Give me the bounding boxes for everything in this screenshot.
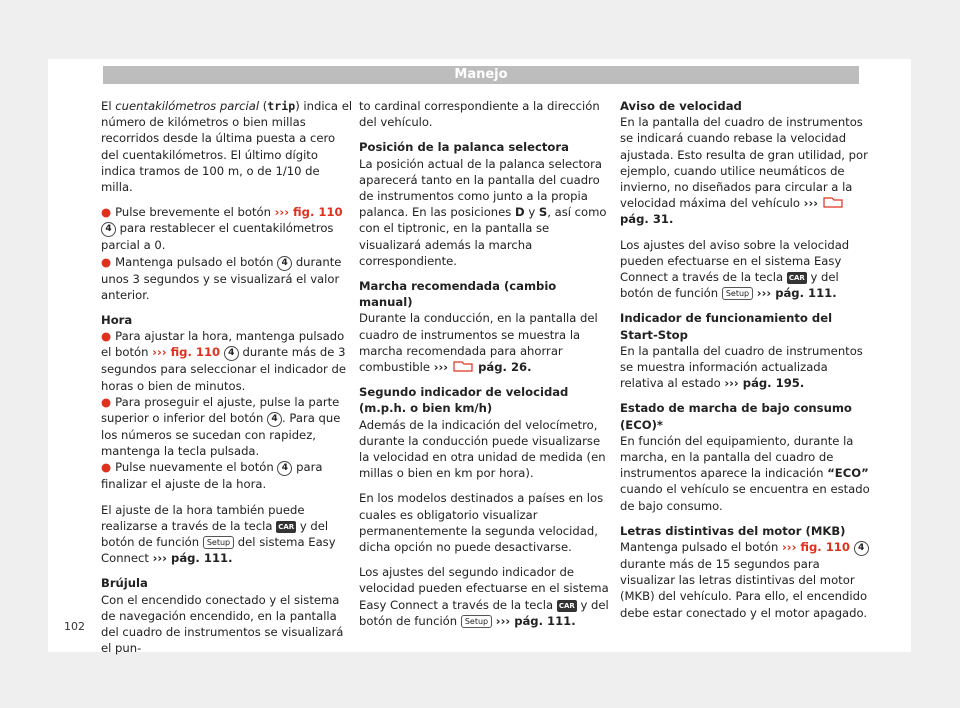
paragraph-hora-easy-connect: El ajuste de la hora también puede realizarse a través de la tecla CAR y del botón de función Setup del sistema Easy Connect ››› pág. 111. bbox=[101, 502, 336, 566]
paragraph-segundo-2: En los modelos destinados a países en los cuales es obligatorio visualizar permanentemente la segunda velocidad, dicha opción no puede desactivarse. bbox=[359, 491, 604, 555]
bullet-icon: ● bbox=[101, 460, 112, 475]
book-reference-icon bbox=[822, 197, 844, 208]
cross-reference-link[interactable]: ››› fig. 110 bbox=[782, 540, 850, 555]
paragraph-segundo-1: Además de la indicación del velocímetro, durante la conducción puede visualizarse la velocidad en otra unidad de medida (en millas o bien en km por hora). bbox=[359, 417, 606, 481]
heading-mkb: Letras distintivas del motor (MKB) bbox=[620, 523, 846, 538]
cross-reference-link[interactable]: ››› fig. 110 bbox=[152, 345, 221, 360]
paragraph-palanca: La posición actual de la palanca selectora aparecerá tanto en la pantalla del cuadro de instrumentos como junto a la propia palanca. En las posiciones D y S, así como con el tiptronic, en la pantalla se visualizará además la marcha correspondiente. bbox=[359, 156, 607, 268]
page-reference[interactable]: ››› pág. 31. bbox=[620, 196, 844, 226]
heading-palanca: Posición de la palanca selectora bbox=[359, 140, 569, 155]
car-key-icon: CAR bbox=[278, 522, 295, 531]
page-reference[interactable]: ››› pág. 111. bbox=[152, 551, 233, 566]
paragraph-trip: El cuentakilómetros parcial (trip) indica el número de kilómetros o bien millas recorridos desde la última puesta a cero del cuentakilómetros. El último dígito indica tramos de 100 m, o de 1/10 de milla. bbox=[101, 99, 353, 195]
button-number-badge: 4 bbox=[277, 461, 292, 476]
bullet-icon: ● bbox=[101, 205, 112, 220]
column-3 bbox=[620, 98, 872, 630]
bullet-item: ● Para proseguir el ajuste, pulse la parte superior o inferior del botón 4 . Para que los números se sucedan con rapidez, mantenga la tecla pulsada. bbox=[101, 394, 341, 459]
bullet-item: ● Pulse nuevamente el botón 4 para finalizar el ajuste de la hora. bbox=[101, 460, 323, 492]
heading-marcha: Marcha recomendada (cambio manual) bbox=[359, 279, 557, 310]
paragraph-start-stop: En la pantalla del cuadro de instrumentos se muestra información actualizada relativa al estado ››› pág. 195. bbox=[620, 343, 863, 391]
paragraph-aviso-1: En la pantalla del cuadro de instrumentos se indicará cuando rebase la velocidad ajustada. Esto resulta de gran utilidad, por ejemplo, cuando utilice neumáticos de invierno, no diseñados para circular a la velocidad máxima del vehículo ››› pág. 31. bbox=[620, 115, 868, 227]
section-header: Manejo bbox=[103, 66, 859, 84]
column-2 bbox=[359, 98, 611, 638]
setup-key-icon: Setup bbox=[722, 287, 753, 300]
car-key-icon: CAR bbox=[558, 601, 575, 610]
paragraph-eco: En función del equipamiento, durante la marcha, en la pantalla del cuadro de instrumentos aparece la indicación “ECO” cuando el vehículo se encuentra en estado de bajo consumo. bbox=[620, 433, 870, 513]
bullet-item: ● Pulse brevemente el botón ››› fig. 110 4 para restablecer el cuentakilómetros parcial a 0. bbox=[101, 205, 343, 253]
car-key-icon: CAR bbox=[788, 274, 805, 283]
cross-reference-link[interactable]: ››› fig. 110 bbox=[274, 205, 343, 220]
button-number-badge: 4 bbox=[224, 346, 239, 361]
button-number-badge: 4 bbox=[101, 222, 116, 237]
heading-hora: Hora bbox=[101, 313, 133, 328]
book-reference-icon bbox=[452, 361, 474, 372]
bullet-item: ● Mantenga pulsado el botón 4 durante unos 3 segundos y se visualizará el valor anterior. bbox=[101, 254, 342, 302]
page-number: 102 bbox=[64, 620, 85, 633]
paragraph-brujula: Con el encendido conectado y el sistema de navegación encendido, en la pantalla del cuadro de instrumentos se visualizará el pun- bbox=[101, 592, 344, 656]
heading-segundo-indicador: Segundo indicador de velocidad (m.p.h. o bien km/h) bbox=[359, 385, 569, 416]
paragraph-segundo-3: Los ajustes del segundo indicador de velocidad pueden efectuarse en el sistema Easy Connect a través de la tecla CAR y del botón de función Setup ››› pág. 111. bbox=[359, 565, 609, 628]
setup-key-icon: Setup bbox=[461, 615, 492, 628]
setup-key-icon: Setup bbox=[203, 536, 234, 549]
page-reference[interactable]: ››› pág. 195. bbox=[724, 376, 805, 391]
page-reference[interactable]: ››› pág. 111. bbox=[495, 613, 576, 628]
heading-eco: Estado de marcha de bajo consumo (ECO)* bbox=[620, 401, 852, 432]
page-reference[interactable]: ››› pág. 111. bbox=[756, 286, 837, 301]
column-1 bbox=[101, 98, 353, 665]
bullet-icon: ● bbox=[101, 254, 112, 269]
bullet-icon: ● bbox=[101, 394, 112, 409]
paragraph-brujula-cont: to cardinal correspondiente a la dirección del vehículo. bbox=[359, 99, 600, 130]
page-reference[interactable]: ››› pág. 26. bbox=[433, 360, 532, 375]
heading-aviso: Aviso de velocidad bbox=[620, 99, 742, 113]
bullet-item: ● Para ajustar la hora, mantenga pulsado el botón ››› fig. 110 4 durante más de 3 segundos para seleccionar el indicador de horas o bien de minutos. bbox=[101, 329, 346, 393]
button-number-badge: 4 bbox=[277, 256, 292, 271]
paragraph-mkb: Mantenga pulsado el botón ››› fig. 110 4 durante más de 15 segundos para visualizar las letras distintivas del motor (MKB) del vehículo. Para ello, el encendido debe estar conectado y el motor apagado. bbox=[620, 540, 868, 620]
bullet-icon: ● bbox=[101, 329, 112, 344]
button-number-badge: 4 bbox=[854, 541, 869, 556]
paragraph-marcha: Durante la conducción, en la pantalla del cuadro de instrumentos se muestra la marcha recomendada para ahorrar combustible ››› pág. 26. bbox=[359, 311, 598, 375]
button-number-badge: 4 bbox=[267, 412, 282, 427]
heading-start-stop: Indicador de funcionamiento del Start-Stop bbox=[620, 311, 833, 342]
paragraph-aviso-2: Los ajustes del aviso sobre la velocidad pueden efectuarse en el sistema Easy Connect a través de la tecla CAR y del botón de función Setup ››› pág. 111. bbox=[620, 237, 850, 301]
heading-brujula: Brújula bbox=[101, 576, 148, 591]
